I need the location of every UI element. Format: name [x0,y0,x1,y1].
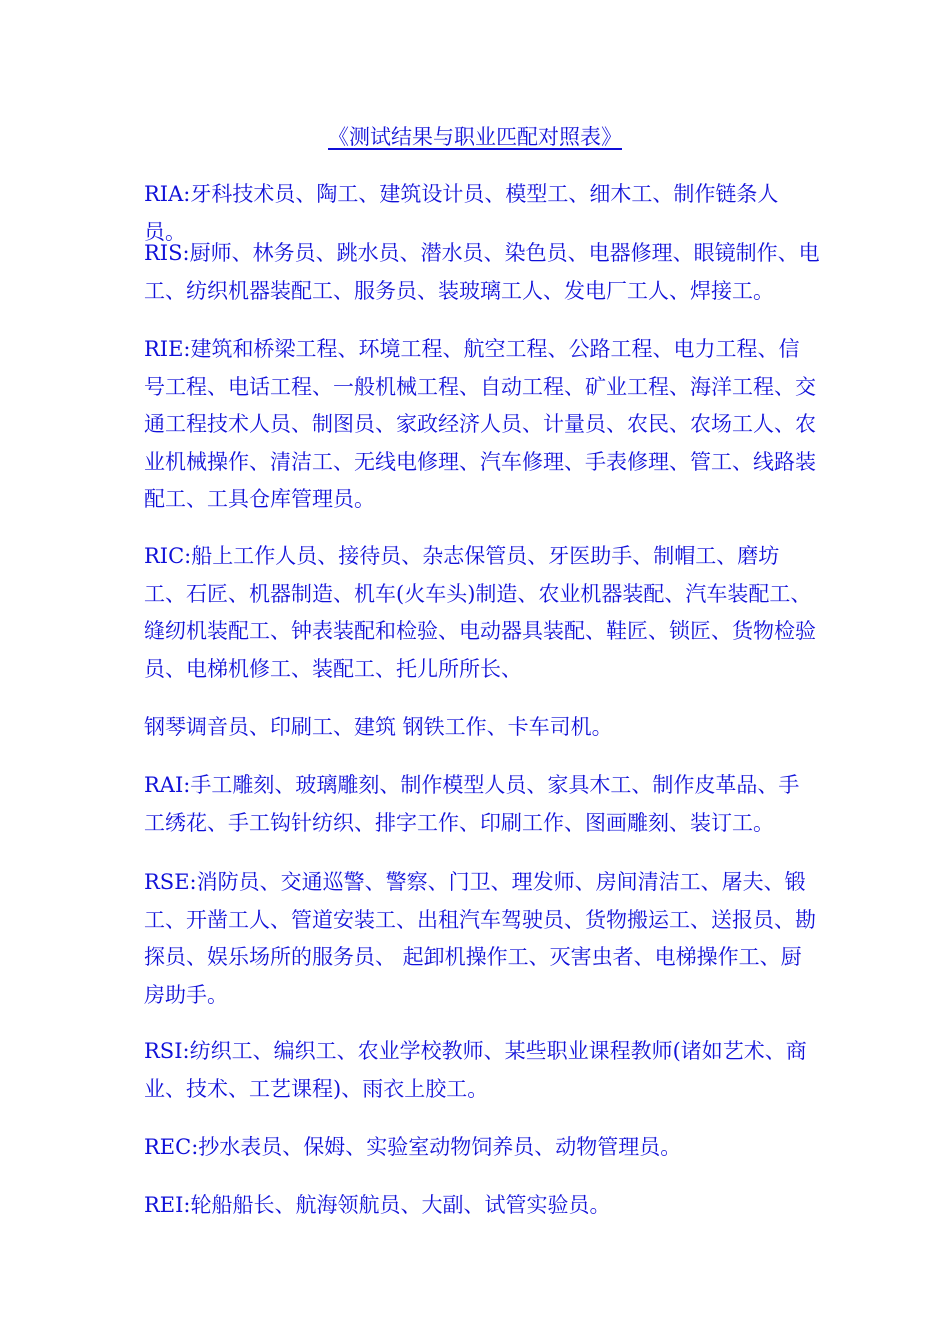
entry-ria: RIA:牙科技术员、陶工、建筑设计员、模型工、细木工、制作链条人员。 [144,182,779,244]
entry-ric: RIC:船上工作人员、接待员、杂志保管员、牙医助手、制帽工、磨坊工、石匠、机器制造、机车(火车头)制造、农业机器装配、汽车装配工、缝纫机装配工、钟表装配和检验、电动器具装配、鞋匠、锁匠、货物检验员、电梯机修工、装配工、托儿所所长、 [144,544,816,681]
document-title [0,122,950,152]
entry-ric-continued: 钢琴调音员、印刷工、建筑 钢铁工作、卡车司机。 [144,715,613,739]
entry-rec: REC:抄水表员、保姆、实验室动物饲养员、动物管理员。 [144,1135,682,1159]
entry-ris: RIS:厨师、林务员、跳水员、潜水员、染色员、电器修理、眼镜制作、电工、纺织机器装配工、服务员、装玻璃工人、发电厂工人、焊接工。 [144,241,820,303]
document-title-text: 《测试结果与职业匹配对照表》 [328,125,622,149]
entry-rsi: RSI:纺织工、编织工、农业学校教师、某些职业课程教师(诸如艺术、商业、技术、工艺课程)、雨衣上胶工。 [144,1039,807,1101]
entry-rie: RIE:建筑和桥梁工程、环境工程、航空工程、公路工程、电力工程、信号工程、电话工程、一般机械工程、自动工程、矿业工程、海洋工程、交通工程技术人员、制图员、家政经济人员、计量员、农民、农场工人、农业机械操作、清洁工、无线电修理、汽车修理、手表修理、管工、线路装配工、工具仓库管理员。 [144,337,816,511]
entry-rei: REI:轮船船长、航海领航员、大副、试管实验员。 [144,1193,611,1217]
entry-rse: RSE:消防员、交通巡警、警察、门卫、理发师、房间清洁工、屠夫、锻工、开凿工人、管道安装工、出租汽车驾驶员、货物搬运工、送报员、勘探员、娱乐场所的服务员、 起卸机操作工、灭害虫者、电梯操作工、厨房助手。 [144,870,816,1007]
entry-rai: RAI:手工雕刻、玻璃雕刻、制作模型人员、家具木工、制作皮革品、手工绣花、手工钩针纺织、排字工作、印刷工作、图画雕刻、装订工。 [144,773,800,835]
